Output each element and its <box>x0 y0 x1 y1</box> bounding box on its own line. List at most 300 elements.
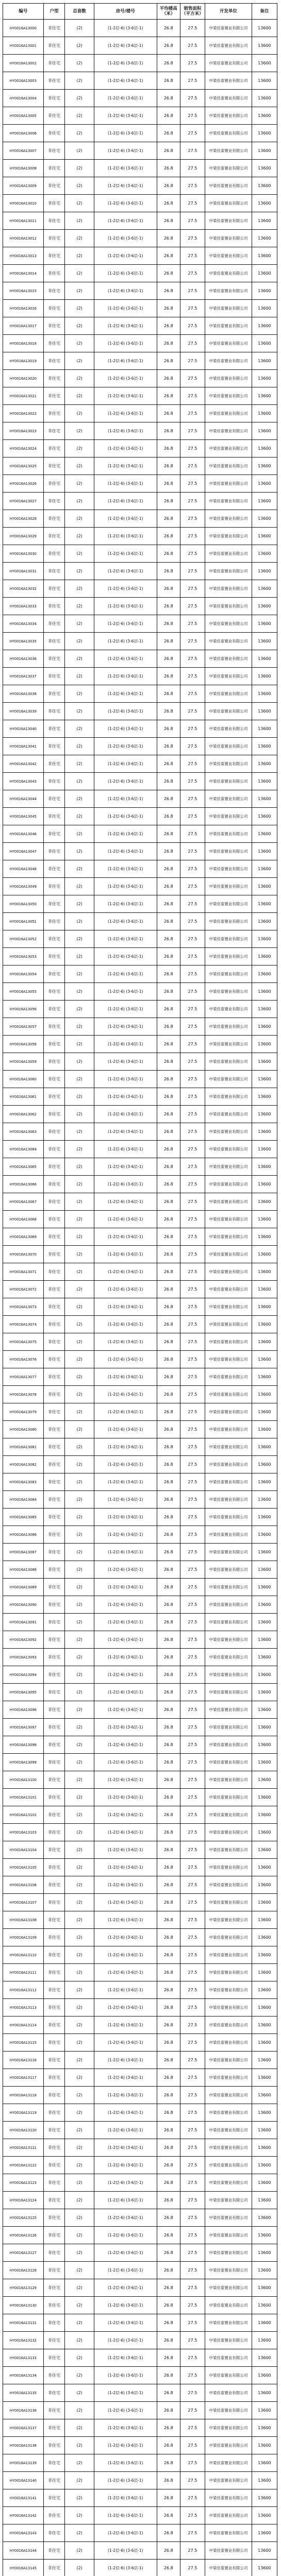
table-cell: 27.5 <box>180 1386 205 1403</box>
table-cell: (2) <box>65 773 94 790</box>
table-cell: HY0016A13109 <box>3 1929 44 1946</box>
table-cell: HY0016A13096 <box>3 1701 44 1719</box>
table-cell: (1-2层-6) (3-6层-1) <box>94 2279 157 2297</box>
table-cell: HY0016A13020 <box>3 370 44 387</box>
header-cell: 开发单位 <box>205 4 252 20</box>
table-cell: (2) <box>65 563 94 580</box>
table-cell: HY0016A13101 <box>3 1789 44 1806</box>
table-cell: HY0016A13035 <box>3 633 44 650</box>
table-row <box>3 37 277 55</box>
table-cell: 27.5 <box>180 913 205 930</box>
table-cell: 中梁佳泰置业有限公司 <box>205 2087 252 2104</box>
table-cell: 13600 <box>252 1596 277 1614</box>
table-cell: (2) <box>65 1999 94 2016</box>
table-cell: 中梁佳泰置业有限公司 <box>205 1228 252 1246</box>
table-cell: 非住宅 <box>43 2297 65 2314</box>
table-cell: (1-2层-6) (3-6层-1) <box>94 633 157 650</box>
table-cell: HY0016A13102 <box>3 1806 44 1824</box>
table-cell: 27.5 <box>180 1526 205 1544</box>
table-cell: 非住宅 <box>43 1491 65 1509</box>
table-cell: 13600 <box>252 2472 277 2489</box>
table-cell: 中梁佳泰置业有限公司 <box>205 370 252 387</box>
table-row <box>3 948 277 965</box>
table-cell: 中梁佳泰置业有限公司 <box>205 1158 252 1176</box>
table-cell: 非住宅 <box>43 685 65 703</box>
table-cell: 13600 <box>252 195 277 212</box>
table-cell: 27.5 <box>180 790 205 808</box>
table-cell: 13600 <box>252 1106 277 1123</box>
table-cell: HY0016A13065 <box>3 1158 44 1176</box>
table-cell: 27.5 <box>180 1123 205 1141</box>
table-cell: (2) <box>65 1544 94 1561</box>
table-cell: 27.5 <box>180 825 205 843</box>
table-cell: (2) <box>65 2087 94 2104</box>
table-cell: 非住宅 <box>43 580 65 598</box>
table-cell: (2) <box>65 20 94 37</box>
table-cell: 27.5 <box>180 212 205 230</box>
table-cell: 中梁佳泰置业有限公司 <box>205 913 252 930</box>
table-cell: 26.8 <box>157 1001 180 1018</box>
table-cell: 27.5 <box>180 668 205 685</box>
table-cell: 27.5 <box>180 160 205 177</box>
table-cell: (1-2层-6) (3-6层-1) <box>94 1579 157 1596</box>
table-cell: HY0016A13072 <box>3 1281 44 1298</box>
table-cell: 非住宅 <box>43 1176 65 1193</box>
table-cell: HY0016A13011 <box>3 212 44 230</box>
table-cell: HY0016A13099 <box>3 1754 44 1771</box>
table-cell: 非住宅 <box>43 1911 65 1929</box>
table-cell: 13600 <box>252 650 277 668</box>
table-cell: 13600 <box>252 440 277 457</box>
table-cell: HY0016A13017 <box>3 317 44 335</box>
table-cell: (1-2层-6) (3-6层-1) <box>94 55 157 72</box>
table-cell: (1-2层-6) (3-6层-1) <box>94 1824 157 1841</box>
header-cell: 编号 <box>3 4 44 20</box>
table-row <box>3 2332 277 2349</box>
table-cell: 13600 <box>252 475 277 493</box>
table-cell: 27.5 <box>180 685 205 703</box>
table-cell: 中梁佳泰置业有限公司 <box>205 1754 252 1771</box>
table-row <box>3 1036 277 1053</box>
table-row <box>3 878 277 895</box>
table-row <box>3 2262 277 2279</box>
table-cell: (1-2层-6) (3-6层-1) <box>94 563 157 580</box>
table-cell: HY0016A13097 <box>3 1719 44 1736</box>
table-cell: (2) <box>65 282 94 300</box>
table-cell: (2) <box>65 1386 94 1403</box>
table-cell: 13600 <box>252 528 277 545</box>
table-cell: 13600 <box>252 370 277 387</box>
table-row <box>3 720 277 738</box>
table-cell: 中梁佳泰置业有限公司 <box>205 1946 252 1964</box>
table-cell: 13600 <box>252 2314 277 2332</box>
table-cell: HY0016A13050 <box>3 895 44 913</box>
table-row <box>3 1298 277 1316</box>
table-cell: (2) <box>65 2052 94 2069</box>
table-cell: 非住宅 <box>43 1298 65 1316</box>
table-cell: 27.5 <box>180 1333 205 1351</box>
table-cell: (2) <box>65 55 94 72</box>
table-cell: (2) <box>65 72 94 90</box>
table-row <box>3 650 277 668</box>
table-cell: (2) <box>65 1841 94 1859</box>
table-cell: 13600 <box>252 1316 277 1333</box>
table-cell: 27.5 <box>180 738 205 755</box>
table-cell: HY0016A13058 <box>3 1036 44 1053</box>
table-cell: 中梁佳泰置业有限公司 <box>205 230 252 247</box>
table-cell: HY0016A13049 <box>3 878 44 895</box>
table-cell: 27.5 <box>180 2034 205 2052</box>
table-cell: (1-2层-6) (3-6层-1) <box>94 2052 157 2069</box>
table-cell: 13600 <box>252 2507 277 2524</box>
table-cell: (2) <box>65 2174 94 2192</box>
table-cell: (2) <box>65 528 94 545</box>
table-cell: (2) <box>65 1456 94 1473</box>
table-cell: (1-2层-6) (3-6层-1) <box>94 1999 157 2016</box>
table-cell: 27.5 <box>180 1806 205 1824</box>
table-cell: (2) <box>65 1228 94 1246</box>
table-cell: 非住宅 <box>43 2016 65 2034</box>
table-cell: 26.8 <box>157 1211 180 1228</box>
table-cell: HY0016A13115 <box>3 2034 44 2052</box>
table-cell: (1-2层-6) (3-6层-1) <box>94 1684 157 1701</box>
table-row <box>3 545 277 563</box>
table-cell: 26.8 <box>157 160 180 177</box>
table-cell: 中梁佳泰置业有限公司 <box>205 2349 252 2367</box>
table-cell: (2) <box>65 1719 94 1736</box>
table-cell: 26.8 <box>157 948 180 965</box>
table-cell: 中梁佳泰置业有限公司 <box>205 1473 252 1491</box>
table-cell: (2) <box>65 983 94 1001</box>
table-cell: 非住宅 <box>43 1438 65 1456</box>
table-cell: 中梁佳泰置业有限公司 <box>205 195 252 212</box>
table-cell: 13600 <box>252 2297 277 2314</box>
table-cell: (1-2层-6) (3-6层-1) <box>94 1754 157 1771</box>
table-row <box>3 1491 277 1509</box>
table-cell: HY0016A13037 <box>3 668 44 685</box>
table-cell: (2) <box>65 1211 94 1228</box>
table-cell: 26.8 <box>157 2104 180 2122</box>
table-cell: 中梁佳泰置业有限公司 <box>205 1789 252 1806</box>
table-cell: 13600 <box>252 422 277 440</box>
table-cell: 中梁佳泰置业有限公司 <box>205 773 252 790</box>
table-cell: HY0016A13018 <box>3 335 44 352</box>
table-cell: 中梁佳泰置业有限公司 <box>205 1456 252 1473</box>
table-cell: HY0016A13091 <box>3 1614 44 1631</box>
table-cell: 13600 <box>252 352 277 370</box>
table-cell: 27.5 <box>180 195 205 212</box>
table-cell: 26.8 <box>157 1053 180 1071</box>
table-cell: (1-2层-6) (3-6层-1) <box>94 1631 157 1649</box>
table-cell: 26.8 <box>157 1999 180 2016</box>
table-cell: 中梁佳泰置业有限公司 <box>205 948 252 965</box>
table-cell: 27.5 <box>180 1824 205 1841</box>
table-cell: (1-2层-6) (3-6层-1) <box>94 2472 157 2489</box>
table-cell: HY0016A13040 <box>3 720 44 738</box>
table-cell: (2) <box>65 2244 94 2262</box>
table-cell: (1-2层-6) (3-6层-1) <box>94 1211 157 1228</box>
table-row <box>3 2192 277 2209</box>
table-cell: 27.5 <box>180 1211 205 1228</box>
table-cell: 26.8 <box>157 2419 180 2437</box>
table-cell: (1-2层-6) (3-6层-1) <box>94 738 157 755</box>
table-cell: 中梁佳泰置业有限公司 <box>205 615 252 633</box>
table-cell: 26.8 <box>157 2034 180 2052</box>
table-cell: 中梁佳泰置业有限公司 <box>205 352 252 370</box>
table-row <box>3 1701 277 1719</box>
table-cell: 非住宅 <box>43 247 65 265</box>
table-cell: 非住宅 <box>43 230 65 247</box>
table-row <box>3 2472 277 2489</box>
table-cell: HY0016A13083 <box>3 1473 44 1491</box>
table-header-row <box>3 4 277 20</box>
table-cell: 中梁佳泰置业有限公司 <box>205 545 252 563</box>
table-cell: 26.8 <box>157 1281 180 1298</box>
table-cell: HY0016A13055 <box>3 983 44 1001</box>
table-row <box>3 825 277 843</box>
table-cell: 非住宅 <box>43 633 65 650</box>
table-cell: (1-2层-6) (3-6层-1) <box>94 1876 157 1894</box>
table-cell: 中梁佳泰置业有限公司 <box>205 808 252 825</box>
table-cell: 26.8 <box>157 1071 180 1088</box>
table-cell: 中梁佳泰置业有限公司 <box>205 1491 252 1509</box>
table-row <box>3 2279 277 2297</box>
table-cell: HY0016A13144 <box>3 2542 44 2560</box>
table-cell: 26.8 <box>157 1123 180 1141</box>
table-cell: (2) <box>65 615 94 633</box>
table-cell: 中梁佳泰置业有限公司 <box>205 1123 252 1141</box>
table-row <box>3 2244 277 2262</box>
table-cell: 26.8 <box>157 1509 180 1526</box>
table-cell: 中梁佳泰置业有限公司 <box>205 300 252 317</box>
table-cell: 27.5 <box>180 2174 205 2192</box>
table-cell: 26.8 <box>157 860 180 878</box>
table-cell: 非住宅 <box>43 2209 65 2227</box>
table-cell: 非住宅 <box>43 1193 65 1211</box>
table-cell: (1-2层-6) (3-6层-1) <box>94 2192 157 2209</box>
table-cell: 中梁佳泰置业有限公司 <box>205 1596 252 1614</box>
table-cell: (1-2层-6) (3-6层-1) <box>94 1473 157 1491</box>
table-cell: 非住宅 <box>43 1351 65 1368</box>
table-cell: 非住宅 <box>43 878 65 895</box>
table-cell: (1-2层-6) (3-6层-1) <box>94 2419 157 2437</box>
table-cell: (1-2层-6) (3-6层-1) <box>94 1981 157 1999</box>
table-cell: (2) <box>65 1088 94 1106</box>
table-cell: 中梁佳泰置业有限公司 <box>205 212 252 230</box>
table-cell: 中梁佳泰置业有限公司 <box>205 2384 252 2402</box>
table-row <box>3 2314 277 2332</box>
table-cell: 中梁佳泰置业有限公司 <box>205 440 252 457</box>
table-cell: 26.8 <box>157 107 180 125</box>
table-cell: (2) <box>65 825 94 843</box>
table-cell: 27.5 <box>180 440 205 457</box>
table-cell: (1-2层-6) (3-6层-1) <box>94 703 157 720</box>
table-cell: 中梁佳泰置业有限公司 <box>205 1929 252 1946</box>
table-row <box>3 1001 277 1018</box>
table-cell: 26.8 <box>157 2472 180 2489</box>
table-cell: 26.8 <box>157 1614 180 1631</box>
table-cell: 26.8 <box>157 2087 180 2104</box>
table-cell: 13600 <box>252 55 277 72</box>
table-cell: HY0016A13128 <box>3 2262 44 2279</box>
table-cell: (1-2层-6) (3-6层-1) <box>94 2122 157 2139</box>
table-cell: 中梁佳泰置业有限公司 <box>205 1053 252 1071</box>
table-cell: (1-2层-6) (3-6层-1) <box>94 983 157 1001</box>
table-cell: (2) <box>65 1053 94 1071</box>
table-cell: 27.5 <box>180 457 205 475</box>
table-row <box>3 493 277 510</box>
table-cell: 26.8 <box>157 738 180 755</box>
table-cell: 26.8 <box>157 1981 180 1999</box>
table-cell: 27.5 <box>180 1596 205 1614</box>
table-cell: (1-2层-6) (3-6层-1) <box>94 282 157 300</box>
table-cell: 26.8 <box>157 2332 180 2349</box>
table-cell: (2) <box>65 2104 94 2122</box>
table-cell: 13600 <box>252 1333 277 1351</box>
table-cell: 26.8 <box>157 247 180 265</box>
table-cell: 中梁佳泰置业有限公司 <box>205 1736 252 1754</box>
table-cell: 非住宅 <box>43 1368 65 1386</box>
table-row <box>3 440 277 457</box>
table-cell: 中梁佳泰置业有限公司 <box>205 1316 252 1333</box>
table-cell: 中梁佳泰置业有限公司 <box>205 1806 252 1824</box>
table-cell: 26.8 <box>157 2297 180 2314</box>
table-cell: HY0016A13130 <box>3 2297 44 2314</box>
table-cell: 中梁佳泰置业有限公司 <box>205 1579 252 1596</box>
table-cell: 中梁佳泰置业有限公司 <box>205 1333 252 1351</box>
table-cell: 27.5 <box>180 2279 205 2297</box>
table-cell: (2) <box>65 370 94 387</box>
table-cell: 26.8 <box>157 720 180 738</box>
table-cell: 中梁佳泰置业有限公司 <box>205 2227 252 2244</box>
table-cell: 27.5 <box>180 1403 205 1421</box>
table-cell: 中梁佳泰置业有限公司 <box>205 1018 252 1036</box>
table-cell: 13600 <box>252 983 277 1001</box>
table-cell: 中梁佳泰置业有限公司 <box>205 422 252 440</box>
table-cell: 27.5 <box>180 1929 205 1946</box>
table-cell: 26.8 <box>157 212 180 230</box>
table-cell: (1-2层-6) (3-6层-1) <box>94 125 157 142</box>
table-cell: 中梁佳泰置业有限公司 <box>205 493 252 510</box>
table-cell: (2) <box>65 1001 94 1018</box>
table-cell: (1-2层-6) (3-6层-1) <box>94 720 157 738</box>
table-cell: 中梁佳泰置业有限公司 <box>205 2244 252 2262</box>
table-cell: 27.5 <box>180 2244 205 2262</box>
table-row <box>3 2034 277 2052</box>
table-cell: 中梁佳泰置业有限公司 <box>205 2402 252 2419</box>
table-cell: 非住宅 <box>43 1123 65 1141</box>
table-cell: HY0016A13116 <box>3 2052 44 2069</box>
table-row <box>3 983 277 1001</box>
table-cell: 13600 <box>252 2437 277 2454</box>
table-cell: 26.8 <box>157 510 180 528</box>
table-cell: (1-2层-6) (3-6层-1) <box>94 1053 157 1071</box>
table-cell: 27.5 <box>180 422 205 440</box>
table-cell: 26.8 <box>157 983 180 1001</box>
table-cell: 26.8 <box>157 317 180 335</box>
table-cell: 非住宅 <box>43 2367 65 2384</box>
table-cell: 非住宅 <box>43 2314 65 2332</box>
table-cell: 非住宅 <box>43 195 65 212</box>
table-cell: 27.5 <box>180 2157 205 2174</box>
table-row <box>3 1193 277 1211</box>
table-cell: 27.5 <box>180 2384 205 2402</box>
table-cell: HY0016A13137 <box>3 2419 44 2437</box>
table-cell: 中梁佳泰置业有限公司 <box>205 1106 252 1123</box>
table-cell: 非住宅 <box>43 1141 65 1158</box>
table-cell: 中梁佳泰置业有限公司 <box>205 755 252 773</box>
table-cell: 13600 <box>252 930 277 948</box>
table-cell: HY0016A13043 <box>3 773 44 790</box>
table-cell: (2) <box>65 1526 94 1544</box>
table-cell: 13600 <box>252 1018 277 1036</box>
table-cell: HY0016A13134 <box>3 2367 44 2384</box>
table-cell: (2) <box>65 1176 94 1193</box>
table-row <box>3 335 277 352</box>
table-cell: 26.8 <box>157 493 180 510</box>
table-cell: (1-2层-6) (3-6层-1) <box>94 1246 157 1263</box>
table-cell: 中梁佳泰置业有限公司 <box>205 247 252 265</box>
table-row <box>3 1106 277 1123</box>
table-cell: 非住宅 <box>43 510 65 528</box>
table-cell: HY0016A13064 <box>3 1141 44 1158</box>
table-cell: HY0016A13123 <box>3 2174 44 2192</box>
table-cell: (1-2层-6) (3-6层-1) <box>94 2524 157 2542</box>
table-cell: 中梁佳泰置业有限公司 <box>205 1211 252 1228</box>
table-row <box>3 1981 277 1999</box>
header-cell: 平均楼高（米） <box>157 4 180 20</box>
table-cell: 非住宅 <box>43 352 65 370</box>
table-cell: (1-2层-6) (3-6层-1) <box>94 387 157 405</box>
table-row <box>3 1351 277 1368</box>
table-cell: 13600 <box>252 1701 277 1719</box>
table-cell: 13600 <box>252 1246 277 1263</box>
table-cell: 中梁佳泰置业有限公司 <box>205 650 252 668</box>
table-cell: 中梁佳泰置业有限公司 <box>205 1771 252 1789</box>
table-cell: (1-2层-6) (3-6层-1) <box>94 160 157 177</box>
table-row <box>3 2560 277 2576</box>
table-cell: HY0016A13105 <box>3 1859 44 1876</box>
table-cell: 26.8 <box>157 1544 180 1561</box>
table-cell: HY0016A13060 <box>3 1071 44 1088</box>
table-cell: HY0016A13138 <box>3 2437 44 2454</box>
table-cell: 26.8 <box>157 457 180 475</box>
table-row <box>3 282 277 300</box>
table-cell: (2) <box>65 1263 94 1281</box>
table-cell: (1-2层-6) (3-6层-1) <box>94 843 157 860</box>
table-cell: (2) <box>65 2192 94 2209</box>
table-cell: (2) <box>65 2034 94 2052</box>
table-cell: (1-2层-6) (3-6层-1) <box>94 1158 157 1176</box>
table-cell: HY0016A13036 <box>3 650 44 668</box>
table-cell: 27.5 <box>180 1999 205 2016</box>
table-row <box>3 1719 277 1736</box>
table-cell: (2) <box>65 1666 94 1684</box>
table-cell: 非住宅 <box>43 1263 65 1281</box>
table-cell: 13600 <box>252 2367 277 2384</box>
table-cell: 13600 <box>252 1824 277 1841</box>
table-cell: 中梁佳泰置业有限公司 <box>205 2174 252 2192</box>
table-cell: (1-2层-6) (3-6层-1) <box>94 948 157 965</box>
table-cell: HY0016A13076 <box>3 1351 44 1368</box>
table-cell: 中梁佳泰置业有限公司 <box>205 2472 252 2489</box>
table-cell: 中梁佳泰置业有限公司 <box>205 2542 252 2560</box>
table-cell: HY0016A13033 <box>3 598 44 615</box>
table-cell: (2) <box>65 1754 94 1771</box>
table-cell: 非住宅 <box>43 1088 65 1106</box>
table-cell: 非住宅 <box>43 37 65 55</box>
table-cell: 27.5 <box>180 1001 205 1018</box>
